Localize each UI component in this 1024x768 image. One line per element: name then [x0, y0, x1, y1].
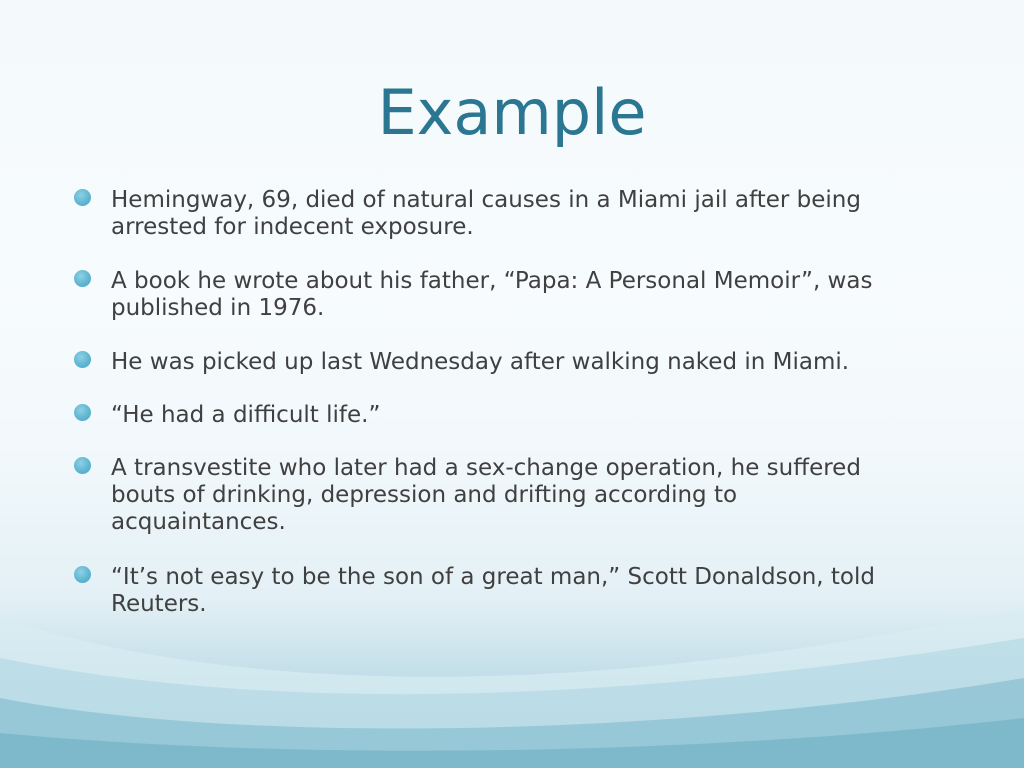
bullet-text: Hemingway, 69, died of natural causes in a Miami jail after being arrested for indecent exposure.	[111, 187, 861, 240]
bullet-dot-icon	[74, 457, 91, 474]
bullet-dot-icon	[74, 351, 91, 368]
bullet-dot-icon	[74, 566, 91, 583]
bullet-text: A transvestite who later had a sex-change operation, he suffered bouts of drinking, depression and drifting according to acquaintances.	[111, 455, 861, 535]
bullet-dot-icon	[74, 270, 91, 287]
slide-title: Example	[377, 76, 647, 149]
bullet-text: “It’s not easy to be the son of a great man,” Scott Donaldson, told Reuters.	[111, 564, 875, 617]
bullet-text: “He had a difficult life.”	[111, 402, 381, 428]
bullet-dot-icon	[74, 404, 91, 421]
bullet-text: A book he wrote about his father, “Papa: A Personal Memoir”, was published in 1976.	[111, 268, 873, 321]
bullet-dot-icon	[74, 189, 91, 206]
bullet-text: He was picked up last Wednesday after walking naked in Miami.	[111, 349, 850, 375]
